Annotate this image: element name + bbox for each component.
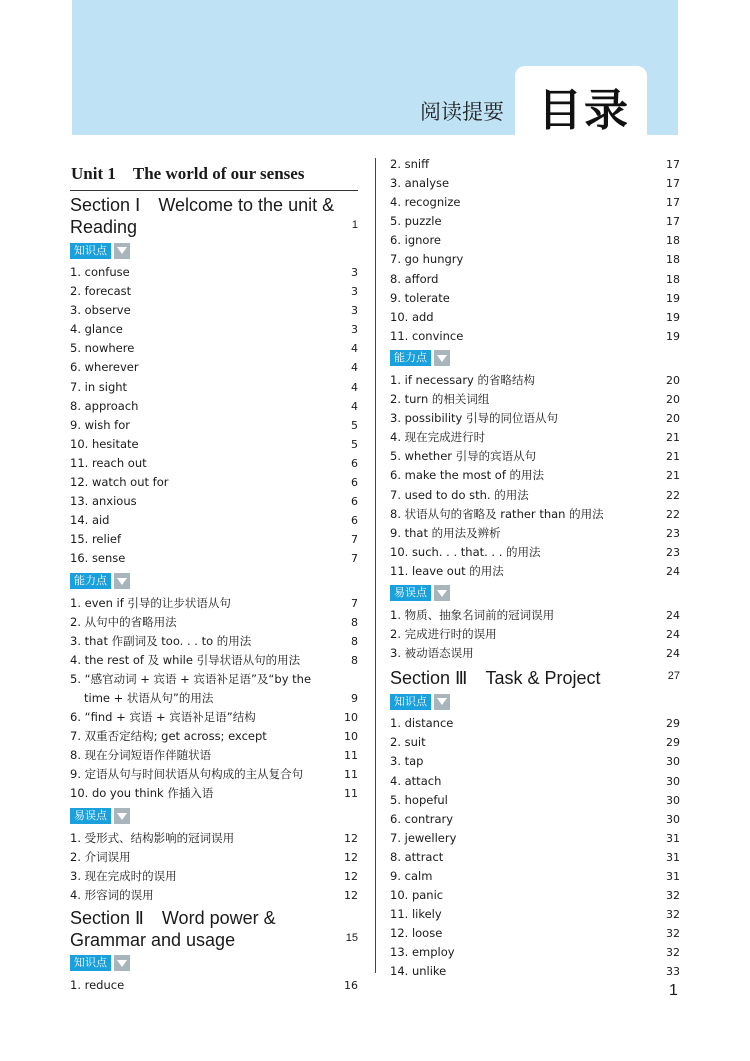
toc-entry-title: 7. 双重否定结构; get across; except <box>70 729 267 744</box>
toc-entry-title: 8. 现在分词短语作伴随状语 <box>70 748 212 763</box>
toc-entry[interactable] <box>70 746 358 765</box>
toc-entry-page-number: 23 <box>666 545 680 559</box>
toc-entry[interactable] <box>390 212 680 231</box>
toc-entry-page-number: 6 <box>351 456 358 470</box>
section-title: Section Ⅰ Welcome to the unit & Reading <box>70 195 335 237</box>
toc-entry-page-number: 30 <box>666 774 680 788</box>
toc-entry-page-number: 11 <box>344 768 358 782</box>
toc-entry-title: 11. reach out <box>70 455 147 470</box>
toc-entry-title: 7. go hungry <box>390 252 464 267</box>
toc-entry[interactable] <box>390 308 680 327</box>
toc-entry-page-number: 22 <box>666 507 680 521</box>
toc-entry-page-number: 4 <box>351 399 358 413</box>
toc-entry-title: 8. approach <box>70 398 139 413</box>
toc-entry-page-number: 19 <box>666 310 680 324</box>
triangle-down-icon <box>114 243 130 259</box>
toc-entry[interactable] <box>70 378 358 397</box>
toc-entry[interactable] <box>70 454 358 473</box>
toc-entry-title: 1. confuse <box>70 265 130 279</box>
toc-entry-page-number: 3 <box>351 323 358 337</box>
page-title: 目录 <box>538 85 630 136</box>
toc-entry-title: 1. 物质、抽象名词前的冠词误用 <box>390 607 555 622</box>
toc-entry[interactable] <box>70 594 358 613</box>
toc-entry[interactable] <box>70 263 358 282</box>
toc-entry[interactable] <box>70 320 358 339</box>
toc-entry-title: 8. attract <box>390 849 444 864</box>
triangle-down-icon <box>114 808 130 824</box>
toc-entry-page-number: 32 <box>666 927 680 941</box>
toc-entry-page-number: 20 <box>666 393 680 407</box>
toc-entry[interactable] <box>390 924 680 943</box>
toc-entry[interactable] <box>70 301 358 320</box>
toc-entry[interactable] <box>70 886 358 905</box>
toc-entry-title: 3. analyse <box>390 176 450 191</box>
category-tag <box>390 692 680 711</box>
toc-entry-title: 10. such. . . that. . . 的用法 <box>390 544 541 559</box>
toc-entry-title: 6. make the most of 的用法 <box>390 468 545 483</box>
toc-entry[interactable] <box>70 765 358 784</box>
triangle-down-icon <box>114 955 130 971</box>
toc-entry-page-number: 4 <box>351 342 358 356</box>
toc-right-list <box>390 155 680 982</box>
toc-entry-page-number: 32 <box>666 946 680 960</box>
toc-entry-page-number: 30 <box>666 755 680 769</box>
toc-entry-title: 1. reduce <box>70 977 125 992</box>
toc-entry-title: 6. contrary <box>390 811 454 826</box>
toc-entry[interactable] <box>390 466 680 485</box>
toc-entry-title: 4. 形容词的误用 <box>70 887 154 902</box>
toc-entry-page-number: 8 <box>351 615 358 629</box>
toc-entry[interactable] <box>390 791 680 810</box>
toc-entry[interactable] <box>70 867 358 886</box>
category-tag <box>70 241 358 260</box>
toc-entry-title: 8. afford <box>390 271 439 286</box>
toc-entry-page-number: 12 <box>344 869 358 883</box>
toc-entry-title: 7. in sight <box>70 379 128 394</box>
toc-entry-title: 14. aid <box>70 513 110 528</box>
toc-entry-page-number: 17 <box>666 177 680 191</box>
toc-entry-title: 5. whether 引导的宾语从句 <box>390 449 537 464</box>
toc-entry[interactable] <box>70 511 358 530</box>
toc-entry[interactable] <box>390 752 680 771</box>
toc-entry-page-number: 3 <box>351 304 358 318</box>
category-tag-label: 易误点 <box>70 808 111 824</box>
toc-entry[interactable] <box>390 447 680 466</box>
toc-entry-title: 3. observe <box>70 303 131 318</box>
toc-entry-page-number: 18 <box>666 234 680 248</box>
toc-entry-page-number: 30 <box>666 793 680 807</box>
toc-entry-title: 2. 从句中的省略用法 <box>70 614 177 629</box>
section-page-number: 27 <box>667 670 680 683</box>
toc-entry[interactable] <box>390 848 680 867</box>
toc-entry-title: 4. the rest of 及 while 引导状语从句的用法 <box>70 652 301 667</box>
toc-entry-title: 10. hesitate <box>70 436 139 451</box>
toc-entry-page-number: 10 <box>344 711 358 725</box>
triangle-down-icon <box>434 585 450 601</box>
toc-entry-title-line: 5. “感官动词 + 宾语 + 宾语补足语”及“by the <box>70 671 312 686</box>
toc-entry-page-number: 4 <box>351 361 358 375</box>
toc-entry-title: 9. wish for <box>70 417 130 432</box>
toc-left-column <box>70 155 358 995</box>
toc-entry-page-number: 32 <box>666 908 680 922</box>
toc-entry[interactable] <box>70 416 358 435</box>
toc-entry[interactable] <box>390 524 680 543</box>
toc-entry[interactable] <box>390 606 680 625</box>
toc-right-column <box>390 155 680 982</box>
toc-entry-title: 1. distance <box>390 716 454 731</box>
toc-entry-page-number: 5 <box>351 437 358 451</box>
toc-entry-title: 15. relief <box>70 532 122 547</box>
toc-entry[interactable] <box>390 644 680 663</box>
toc-entry-title: 14. unlike <box>390 964 447 979</box>
toc-entry[interactable] <box>390 962 680 981</box>
toc-entry[interactable] <box>70 651 358 670</box>
toc-entry[interactable] <box>390 733 680 752</box>
toc-entry[interactable] <box>390 772 680 791</box>
unit-title: Unit 1 The world of our senses <box>70 155 358 191</box>
toc-entry[interactable] <box>70 530 358 549</box>
toc-entry-page-number: 19 <box>666 291 680 305</box>
toc-entry-page-number: 21 <box>666 431 680 445</box>
toc-entry-page-number: 5 <box>351 418 358 432</box>
toc-entry-page-number: 23 <box>666 526 680 540</box>
toc-entry[interactable] <box>390 886 680 905</box>
toc-entry-page-number: 20 <box>666 373 680 387</box>
toc-left-list <box>70 194 358 995</box>
toc-entry-title: 5. nowhere <box>70 341 135 356</box>
toc-entry[interactable] <box>70 339 358 358</box>
toc-entry[interactable] <box>70 473 358 492</box>
toc-entry-title: 1. 受形式、结构影响的冠词误用 <box>70 830 235 845</box>
toc-entry[interactable] <box>70 976 358 995</box>
toc-entry-page-number: 17 <box>666 158 680 171</box>
toc-entry-title: 2. 完成进行时的误用 <box>390 627 497 642</box>
page-number: 1 <box>669 982 678 999</box>
toc-entry-title: 8. 状语从句的省略及 rather than 的用法 <box>390 506 604 521</box>
category-tag-label: 知识点 <box>70 243 111 259</box>
section-title: Section Ⅱ Word power & Grammar and usage <box>70 907 276 950</box>
toc-entry-title: 3. possibility 引导的同位语从句 <box>390 411 558 426</box>
toc-entry-page-number: 31 <box>666 831 680 845</box>
section-page-number: 1 <box>351 219 358 231</box>
toc-entry-page-number: 11 <box>344 787 358 801</box>
category-tag <box>390 584 680 603</box>
toc-entry-title: 2. suit <box>390 735 426 750</box>
toc-entry-title: 7. used to do sth. 的用法 <box>390 487 529 502</box>
toc-entry[interactable] <box>390 390 680 409</box>
toc-entry-title: 13. anxious <box>70 494 137 509</box>
toc-entry-page-number: 29 <box>666 736 680 750</box>
toc-entry[interactable] <box>390 409 680 428</box>
toc-entry[interactable] <box>390 543 680 562</box>
toc-entry-title: 4. attach <box>390 773 442 788</box>
toc-entry-page-number: 22 <box>666 488 680 502</box>
toc-entry[interactable] <box>390 505 680 524</box>
toc-entry[interactable] <box>390 562 680 581</box>
section-heading[interactable] <box>70 194 358 238</box>
toc-entry[interactable] <box>390 327 680 346</box>
toc-entry-page-number: 12 <box>344 831 358 845</box>
toc-entry[interactable] <box>390 371 680 390</box>
toc-entry-page-number: 3 <box>351 285 358 299</box>
triangle-down-icon <box>434 694 450 710</box>
triangle-down-icon <box>434 350 450 366</box>
toc-entry[interactable] <box>390 270 680 289</box>
category-tag-label: 能力点 <box>70 573 111 589</box>
toc-entry[interactable] <box>70 632 358 651</box>
toc-entry[interactable] <box>390 943 680 962</box>
section-heading[interactable] <box>390 665 680 689</box>
toc-entry[interactable] <box>70 708 358 727</box>
toc-entry-page-number: 24 <box>666 564 680 578</box>
toc-entry-title: 12. watch out for <box>70 475 169 490</box>
toc-entry[interactable] <box>390 625 680 644</box>
toc-entry[interactable] <box>390 486 680 505</box>
section-title: Section Ⅲ Task & Project <box>390 668 601 689</box>
toc-entry-title: 5. puzzle <box>390 214 442 229</box>
toc-entry-title: 6. wherever <box>70 360 139 375</box>
toc-entry-page-number: 24 <box>666 647 680 661</box>
toc-entry[interactable] <box>390 250 680 269</box>
toc-entry[interactable] <box>390 174 680 193</box>
toc-entry-title: 5. hopeful <box>390 792 448 807</box>
toc-entry-page-number: 12 <box>344 850 358 864</box>
toc-entry-title: 2. 介词误用 <box>70 849 131 864</box>
toc-entry[interactable] <box>70 549 358 568</box>
toc-entry-page-number: 6 <box>351 514 358 528</box>
header-subtitle: 阅读提要 <box>420 100 504 124</box>
toc-entry-page-number: 31 <box>666 850 680 864</box>
toc-entry-page-number: 10 <box>344 730 358 744</box>
toc-entry[interactable] <box>390 289 680 308</box>
toc-entry[interactable] <box>70 435 358 454</box>
column-divider <box>375 158 376 973</box>
toc-entry-title: 6. “find + 宾语 + 宾语补足语”结构 <box>70 710 256 725</box>
toc-entry-title: 7. jewellery <box>390 830 457 845</box>
toc-entry[interactable] <box>390 714 680 733</box>
toc-entry-title: 3. 被动语态误用 <box>390 646 474 661</box>
category-tag <box>70 807 358 826</box>
toc-entry[interactable] <box>390 193 680 212</box>
toc-entry-page-number: 21 <box>666 450 680 464</box>
toc-entry[interactable] <box>70 848 358 867</box>
toc-entry-page-number: 4 <box>351 380 358 394</box>
category-tag <box>70 954 358 973</box>
toc-entry-title: 12. loose <box>390 926 443 941</box>
toc-entry-title: 9. calm <box>390 869 433 883</box>
toc-entry-page-number: 6 <box>351 476 358 490</box>
toc-entry-title: 4. 现在完成进行时 <box>390 430 486 445</box>
toc-entry-page-number: 20 <box>666 412 680 426</box>
toc-entry-title: 2. turn 的相关词组 <box>390 392 490 407</box>
toc-entry[interactable] <box>70 397 358 416</box>
triangle-down-icon <box>114 573 130 589</box>
toc-entry-page-number: 30 <box>666 812 680 826</box>
toc-entry-page-number: 6 <box>351 495 358 509</box>
toc-entry-page-number: 8 <box>351 653 358 667</box>
category-tag <box>390 349 680 368</box>
toc-entry-page-number: 3 <box>351 266 358 279</box>
toc-entry-title: 1. even if 引导的让步状语从句 <box>70 595 231 610</box>
toc-entry[interactable] <box>390 428 680 447</box>
toc-entry-title-line: time + 状语从句”的用法 <box>84 690 214 705</box>
toc-entry-title: 4. recognize <box>390 195 461 210</box>
toc-entry[interactable] <box>390 231 680 250</box>
toc-entry[interactable] <box>70 358 358 377</box>
toc-entry-title: 4. glance <box>70 322 123 337</box>
category-tag-label: 能力点 <box>390 350 431 366</box>
category-tag-label: 易误点 <box>390 585 431 601</box>
toc-entry[interactable] <box>70 670 358 708</box>
toc-entry-title: 9. tolerate <box>390 290 450 305</box>
toc-entry[interactable] <box>70 727 358 746</box>
toc-entry-page-number: 18 <box>666 272 680 286</box>
toc-entry-page-number: 18 <box>666 253 680 267</box>
toc-entry-page-number: 12 <box>344 888 358 902</box>
toc-entry-page-number: 33 <box>666 965 680 979</box>
category-tag-label: 知识点 <box>390 694 431 710</box>
toc-entry-title: 11. convince <box>390 328 464 343</box>
toc-entry-title: 2. sniff <box>390 157 430 171</box>
toc-entry[interactable] <box>390 829 680 848</box>
toc-entry-title: 11. likely <box>390 907 442 922</box>
toc-entry-page-number: 7 <box>351 596 358 610</box>
toc-entry-title: 6. ignore <box>390 233 441 248</box>
toc-entry[interactable] <box>390 905 680 924</box>
toc-entry-page-number: 21 <box>666 469 680 483</box>
toc-entry-title: 3. tap <box>390 754 424 769</box>
toc-entry-page-number: 17 <box>666 196 680 210</box>
toc-entry-page-number: 7 <box>351 552 358 566</box>
toc-entry-title: 10. do you think 作插入语 <box>70 786 214 801</box>
toc-entry-page-number: 11 <box>344 749 358 763</box>
toc-entry[interactable] <box>70 829 358 848</box>
section-heading[interactable] <box>70 907 358 951</box>
toc-entry-page-number: 29 <box>666 717 680 731</box>
toc-entry-title: 2. forecast <box>70 284 132 299</box>
toc-entry-title: 13. employ <box>390 945 455 960</box>
toc-entry-page-number: 31 <box>666 870 680 883</box>
toc-entry[interactable] <box>390 810 680 829</box>
toc-entry[interactable] <box>70 784 358 803</box>
toc-entry-page-number: 8 <box>351 634 358 648</box>
toc-entry-title: 9. that 的用法及辨析 <box>390 525 501 540</box>
toc-entry-page-number: 32 <box>666 889 680 903</box>
toc-entry-title: 10. panic <box>390 888 444 903</box>
toc-entry-page-number: 24 <box>666 628 680 642</box>
toc-entry-title: 10. add <box>390 309 434 324</box>
toc-entry-title: 11. leave out 的用法 <box>390 563 504 578</box>
toc-entry-page-number: 9 <box>351 691 358 705</box>
toc-entry-title: 9. 定语从句与时间状语从句构成的主从复合句 <box>70 767 304 782</box>
toc-entry-title: 16. sense <box>70 551 126 566</box>
toc-entry[interactable] <box>390 867 680 886</box>
toc-entry-title: 3. 现在完成时的误用 <box>70 868 177 883</box>
toc-entry[interactable] <box>390 155 680 174</box>
toc-entry-page-number: 24 <box>666 608 680 622</box>
toc-entry-title: 3. that 作副词及 too. . . to 的用法 <box>70 633 252 648</box>
category-tag <box>70 572 358 591</box>
category-tag-label: 知识点 <box>70 955 111 971</box>
toc-entry-page-number: 16 <box>344 978 358 992</box>
toc-entry-page-number: 17 <box>666 215 680 229</box>
toc-entry-page-number: 7 <box>351 533 358 547</box>
toc-entry[interactable] <box>70 613 358 632</box>
section-page-number: 15 <box>345 931 358 944</box>
toc-entry-title: 1. if necessary 的省略结构 <box>390 372 536 387</box>
toc-entry-title <box>70 670 311 708</box>
toc-entry-page-number: 19 <box>666 329 680 343</box>
toc-entry[interactable] <box>70 282 358 301</box>
toc-entry[interactable] <box>70 492 358 511</box>
